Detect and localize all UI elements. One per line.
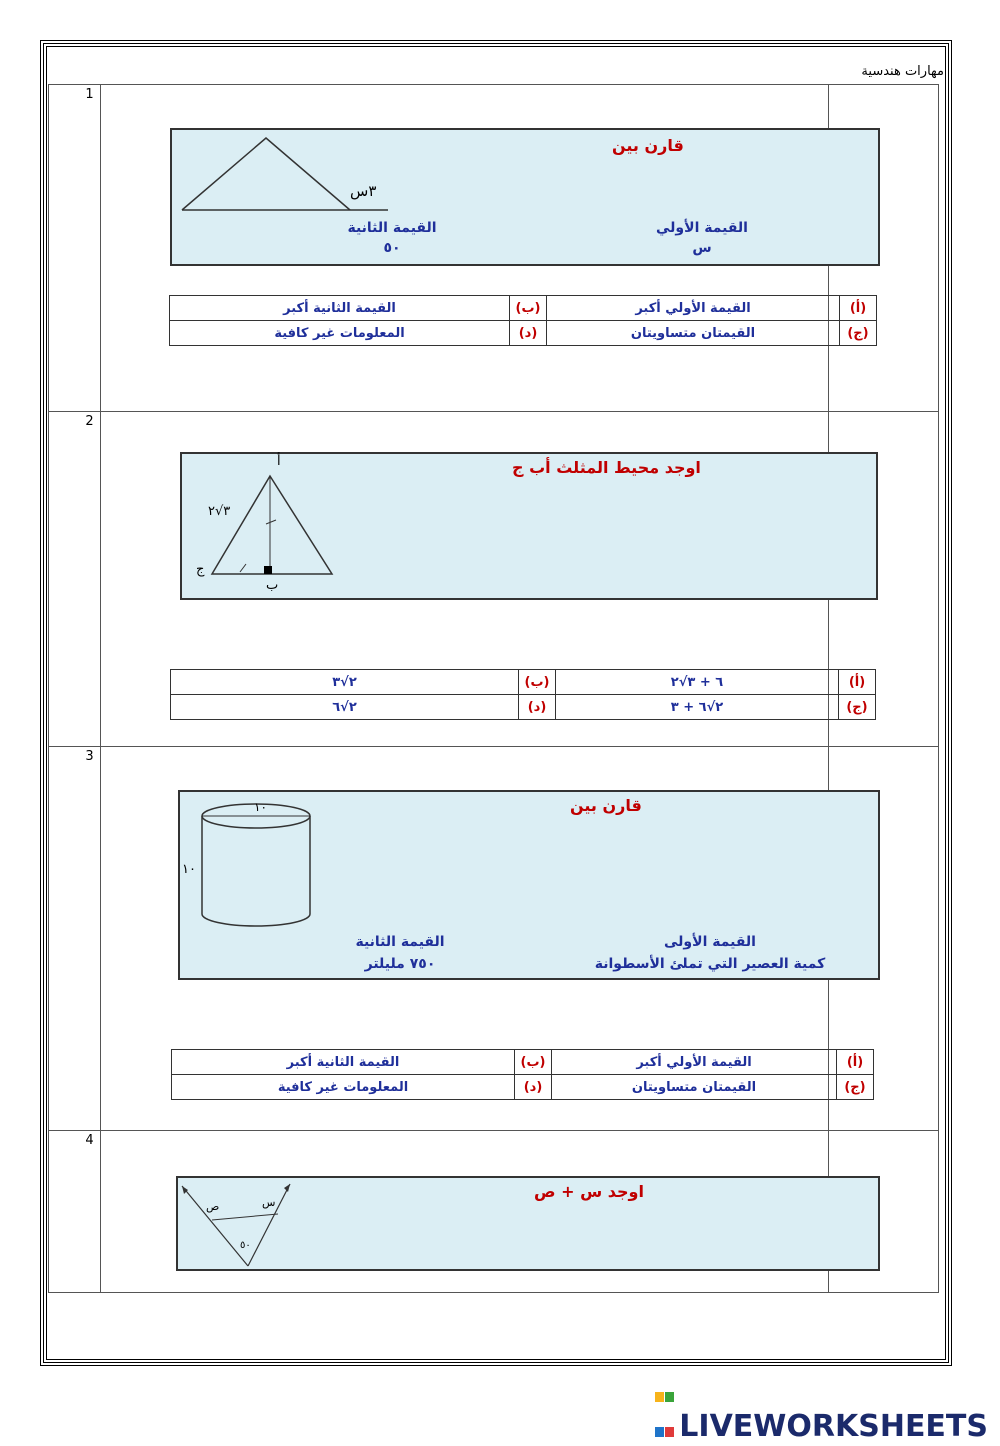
q3-options xyxy=(171,1049,874,1100)
q3-option-a-text[interactable]: القيمة الأولي أكبر xyxy=(552,1050,837,1075)
q3-box xyxy=(178,790,880,980)
q1-second-value: ٥٠ xyxy=(383,240,401,256)
q1-prompt: قارن بين xyxy=(612,136,684,155)
q2-prompt: اوجد محيط المثلث أب ج xyxy=(512,458,701,477)
cylinder-figure-q3 xyxy=(200,800,320,930)
q4-label-s: س xyxy=(262,1196,276,1209)
q1-box xyxy=(170,128,880,266)
q2-option-c-text[interactable]: ٢√٦ + ٣ xyxy=(556,695,839,720)
q3-second-value: ٧٥٠ مليلتر xyxy=(364,956,436,972)
question-number-1: 1 xyxy=(49,85,101,412)
q2-option-a-text[interactable]: ٦ + ٣√٢ xyxy=(556,670,839,695)
q2-vertex-a: أ xyxy=(277,454,281,469)
questions-table xyxy=(48,84,939,1365)
q2-option-b-letter[interactable]: (ب) xyxy=(519,670,556,695)
question-number-3: 3 xyxy=(49,747,101,1131)
q3-option-c-letter[interactable]: (ج) xyxy=(837,1075,874,1100)
q2-side-label: ٣√٢ xyxy=(208,504,231,519)
q3-option-d-text[interactable]: المعلومات غير كافية xyxy=(172,1075,515,1100)
q1-option-a-letter[interactable]: (أ) xyxy=(840,296,877,321)
q1-option-c-letter[interactable]: (ج) xyxy=(840,321,877,346)
worksheet-title: مهارات هندسية xyxy=(861,64,944,79)
q2-option-d-letter[interactable]: (د) xyxy=(519,695,556,720)
q1-option-c-text[interactable]: القيمتان متساويتان xyxy=(547,321,840,346)
q1-option-b-text[interactable]: القيمة الثانية أكبر xyxy=(170,296,510,321)
q4-prompt: اوجد س + ص xyxy=(534,1182,644,1201)
q2-option-c-letter[interactable]: (ج) xyxy=(839,695,876,720)
q3-second-label: القيمة الثانية xyxy=(355,934,445,950)
triangle-figure-q2 xyxy=(202,466,362,596)
q1-option-d-letter[interactable]: (د) xyxy=(510,321,547,346)
q4-angle-label: ٥٠ xyxy=(240,1240,251,1251)
q3-first-value: كمية العصير التي تملئ الأسطوانة xyxy=(594,956,826,972)
q1-first-value: س xyxy=(692,240,712,256)
q2-box xyxy=(180,452,878,600)
q2-vertex-c: ج xyxy=(196,562,205,577)
q3-prompt: قارن بين xyxy=(570,796,642,815)
q1-angle-label: ٣س xyxy=(350,182,377,200)
question-number-2: 2 xyxy=(49,412,101,747)
triangle-figure-q1 xyxy=(178,134,398,214)
q1-option-a-text[interactable]: القيمة الأولي أكبر xyxy=(547,296,840,321)
q2-option-b-text[interactable]: ٢√٣ xyxy=(171,670,519,695)
logo-blocks-icon xyxy=(655,1376,675,1398)
q3-height-label: ١٠ xyxy=(182,862,196,877)
q3-diameter-label: ١٠ xyxy=(254,800,267,814)
q2-options xyxy=(170,669,876,720)
logo-text: LIVEWORKSHEETS xyxy=(679,1409,988,1444)
q2-vertex-b: ب xyxy=(266,578,279,593)
q3-option-c-text[interactable]: القيمتان متساويتان xyxy=(552,1075,837,1100)
angle-figure-q4 xyxy=(178,1182,308,1270)
q3-option-a-letter[interactable]: (أ) xyxy=(837,1050,874,1075)
question-number-4: 4 xyxy=(49,1131,101,1293)
liveworksheets-logo xyxy=(655,1376,988,1444)
q3-first-label: القيمة الأولى xyxy=(664,934,756,950)
q1-second-label: القيمة الثانية xyxy=(347,220,437,236)
q3-option-b-text[interactable]: القيمة الثانية أكبر xyxy=(172,1050,515,1075)
q1-options xyxy=(169,295,877,346)
q4-label-p: ص xyxy=(206,1200,220,1213)
q4-box xyxy=(176,1176,880,1271)
empty-row xyxy=(49,1293,939,1365)
q2-option-d-text[interactable]: ٢√٦ xyxy=(171,695,519,720)
q1-first-label: القيمة الأولي xyxy=(656,220,748,236)
q1-option-b-letter[interactable]: (ب) xyxy=(510,296,547,321)
q3-option-d-letter[interactable]: (د) xyxy=(515,1075,552,1100)
q1-option-d-text[interactable]: المعلومات غير كافية xyxy=(170,321,510,346)
q2-option-a-letter[interactable]: (أ) xyxy=(839,670,876,695)
q3-option-b-letter[interactable]: (ب) xyxy=(515,1050,552,1075)
